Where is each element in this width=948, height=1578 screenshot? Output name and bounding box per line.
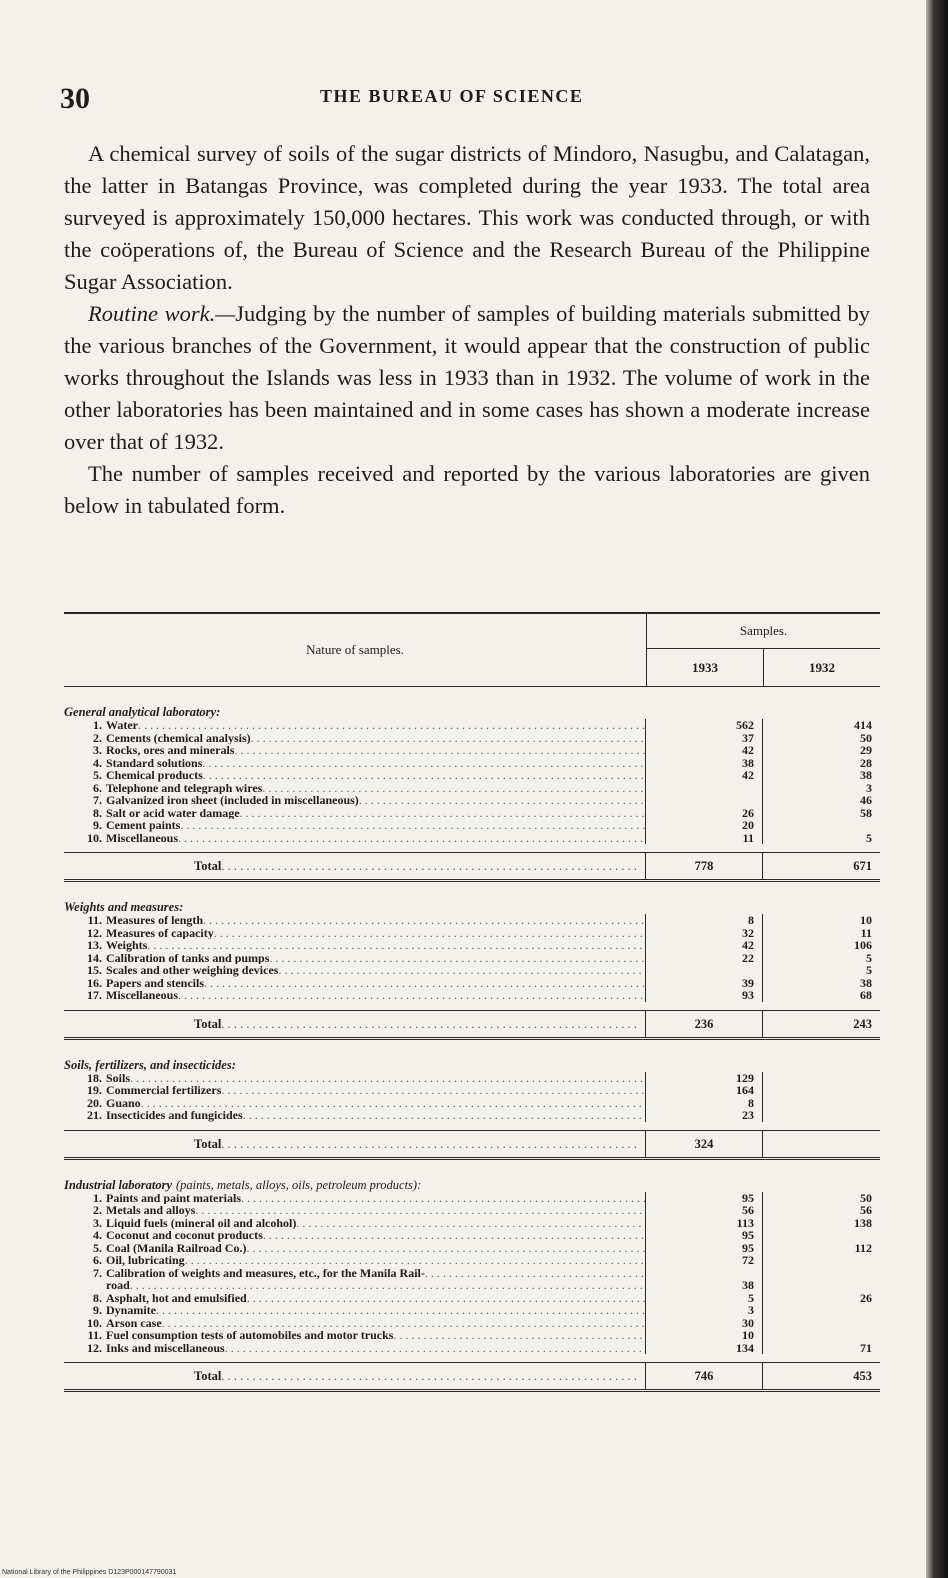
value-1932 bbox=[763, 1072, 880, 1085]
row-number: 12. bbox=[87, 1340, 102, 1355]
section-title-text: General analytical laboratory: bbox=[64, 705, 221, 719]
table-row bbox=[64, 1084, 880, 1097]
leader-dots bbox=[263, 1229, 645, 1242]
table-row bbox=[64, 757, 880, 770]
table-row bbox=[64, 927, 880, 940]
table-row bbox=[64, 1304, 880, 1317]
section-title bbox=[64, 1178, 880, 1192]
row-number: 4. bbox=[93, 755, 102, 770]
total-1932 bbox=[763, 1131, 880, 1157]
total-1933: 746 bbox=[646, 1363, 763, 1389]
value-1933: 95 bbox=[646, 1229, 763, 1242]
table-row bbox=[64, 1342, 880, 1355]
value-1932: 5 bbox=[866, 963, 872, 977]
value-1932: 46 bbox=[860, 793, 872, 807]
row-label-cell bbox=[64, 769, 646, 782]
row-label-cell bbox=[64, 1317, 646, 1330]
value-1932: 71 bbox=[860, 1340, 872, 1355]
row-number: 6. bbox=[93, 1253, 102, 1267]
row-label: Arson case bbox=[106, 1316, 162, 1329]
value-1932: 50 bbox=[860, 730, 872, 745]
leader-dots bbox=[214, 927, 645, 940]
value-1933: 20 bbox=[646, 819, 763, 832]
table-row bbox=[64, 744, 880, 757]
value-1933: 56 bbox=[646, 1204, 763, 1217]
row-number: 7. bbox=[93, 1265, 102, 1280]
row-label: Oil, lubricating bbox=[106, 1254, 185, 1267]
table-row bbox=[64, 1109, 880, 1122]
table-row bbox=[64, 1229, 880, 1242]
value-1932 bbox=[763, 1097, 880, 1110]
value-1932: 28 bbox=[860, 755, 872, 770]
value-1933: 22 bbox=[646, 952, 763, 965]
value-1932: 68 bbox=[860, 988, 872, 1002]
row-label-cell bbox=[64, 1342, 646, 1355]
row-label-cell bbox=[64, 1279, 646, 1292]
leader-dots bbox=[359, 794, 645, 807]
value-1932 bbox=[763, 1304, 880, 1317]
value-1933: 95 bbox=[646, 1192, 763, 1205]
leader-dots bbox=[130, 1072, 645, 1085]
row-label: Calibration of weights and measures, etc., for the Manila Rail- bbox=[106, 1266, 425, 1279]
row-label: Soils bbox=[106, 1071, 131, 1084]
value-1933: 5 bbox=[646, 1292, 763, 1305]
row-label-cell bbox=[64, 1217, 646, 1230]
leader-dots bbox=[156, 1304, 645, 1317]
row-label-cell bbox=[64, 732, 646, 745]
book-spine bbox=[926, 0, 948, 1578]
row-label-cell bbox=[64, 1109, 646, 1122]
table-section bbox=[64, 900, 880, 1040]
value-1932 bbox=[763, 1254, 880, 1267]
leader-dots bbox=[178, 989, 645, 1002]
leader-dots bbox=[221, 1011, 645, 1037]
value-1932: 58 bbox=[860, 805, 872, 820]
row-label-cell bbox=[64, 757, 646, 770]
body-text bbox=[64, 138, 870, 522]
table-row bbox=[64, 1242, 880, 1255]
row-label: Guano bbox=[106, 1096, 141, 1109]
value-1932: 3 bbox=[866, 780, 872, 795]
row-label: Chemical products bbox=[106, 769, 203, 782]
total-label: Total bbox=[194, 1136, 222, 1151]
total-row bbox=[64, 1362, 880, 1392]
total-label: Total bbox=[194, 859, 222, 873]
paragraph-3: The number of samples received and reported by the various laboratories are given below in tabulated form. bbox=[64, 461, 870, 518]
row-label-cell bbox=[64, 1254, 646, 1267]
total-1933: 236 bbox=[646, 1011, 763, 1037]
value-1933: 11 bbox=[646, 832, 763, 845]
table-row bbox=[64, 1329, 880, 1342]
row-label: Asphalt, hot and emulsified bbox=[106, 1291, 247, 1304]
table-row bbox=[64, 807, 880, 820]
row-number: 2. bbox=[93, 1203, 102, 1217]
row-label-cell bbox=[64, 744, 646, 757]
row-label-cell bbox=[64, 964, 646, 977]
footer-credit: National Library of the Philippines D123P000147790031 bbox=[2, 1569, 177, 1576]
table-row bbox=[64, 782, 880, 795]
paragraph-1: A chemical survey of soils of the sugar districts of Mindoro, Nasugbu, and Calatagan, the latter in Batangas Province, was completed during the year 1933. The total area surveyed is approximately 150,000 hectares. This work was conducted through, or with the coöperations of, the Bureau of Science and the Research Bureau of the Philippine Sugar Association. bbox=[64, 141, 870, 294]
row-label-cell bbox=[64, 807, 646, 820]
row-number: 11. bbox=[87, 1328, 102, 1342]
row-label-cell bbox=[64, 794, 646, 807]
value-1933: 95 bbox=[646, 1242, 763, 1255]
samples-table bbox=[64, 612, 880, 1392]
leader-dots bbox=[202, 757, 645, 770]
value-1933: 8 bbox=[646, 1097, 763, 1110]
leader-dots bbox=[178, 832, 645, 845]
row-label: Fuel consumption tests of automobiles and motor trucks bbox=[106, 1329, 394, 1342]
row-number: 5. bbox=[93, 768, 102, 782]
leader-dots bbox=[234, 744, 645, 757]
row-number: 8. bbox=[93, 1290, 102, 1305]
total-row bbox=[64, 1010, 880, 1040]
table-header bbox=[64, 614, 880, 687]
row-number: 12. bbox=[87, 925, 102, 940]
value-1933: 39 bbox=[646, 977, 763, 990]
row-number: 3. bbox=[93, 1215, 102, 1230]
row-number bbox=[64, 1279, 106, 1292]
value-1933: 38 bbox=[646, 757, 763, 770]
row-label-cell bbox=[64, 832, 646, 845]
row-label-cell bbox=[64, 939, 646, 952]
row-label-cell bbox=[64, 1304, 646, 1317]
running-head bbox=[60, 80, 880, 124]
row-number: 5. bbox=[93, 1240, 102, 1255]
row-number: 15. bbox=[87, 963, 102, 977]
leader-dots bbox=[147, 939, 645, 952]
leader-dots bbox=[221, 1131, 645, 1157]
value-1933: 37 bbox=[646, 732, 763, 745]
leader-dots bbox=[180, 819, 645, 832]
table-row bbox=[64, 914, 880, 927]
leader-dots bbox=[262, 782, 645, 795]
table-row bbox=[64, 1267, 880, 1280]
paragraph-2 bbox=[64, 298, 870, 458]
table-row bbox=[64, 1254, 880, 1267]
leader-dots bbox=[195, 1204, 645, 1217]
row-label: Coal (Manila Railroad Co.) bbox=[106, 1241, 247, 1254]
row-label: Measures of capacity bbox=[106, 926, 214, 939]
running-title: THE BUREAU OF SCIENCE bbox=[320, 86, 584, 106]
value-1932 bbox=[763, 1084, 880, 1097]
value-1932: 29 bbox=[860, 743, 872, 757]
row-number: 1. bbox=[93, 718, 102, 732]
table-row bbox=[64, 1072, 880, 1085]
total-label: Total bbox=[194, 1016, 222, 1031]
leader-dots bbox=[251, 732, 645, 745]
row-number: 13. bbox=[87, 938, 102, 952]
value-1933: 113 bbox=[646, 1217, 763, 1230]
row-label: Telephone and telegraph wires bbox=[106, 781, 263, 794]
row-label-cell bbox=[64, 977, 646, 990]
row-number: 4. bbox=[93, 1228, 102, 1242]
value-1932: 414 bbox=[854, 718, 872, 732]
section-title bbox=[64, 705, 880, 719]
row-label-cell bbox=[64, 1292, 646, 1305]
row-label-cell bbox=[64, 1267, 646, 1280]
value-1933: 42 bbox=[646, 744, 763, 757]
value-1932: 50 bbox=[860, 1190, 872, 1205]
value-1932 bbox=[763, 1267, 880, 1280]
row-label-cell bbox=[64, 927, 646, 940]
row-label: Cement paints bbox=[106, 819, 181, 832]
section-title-text: Weights and measures: bbox=[64, 900, 184, 914]
value-1932: 26 bbox=[860, 1290, 872, 1305]
header-years bbox=[647, 649, 880, 686]
total-1933: 778 bbox=[646, 853, 763, 879]
total-row bbox=[64, 852, 880, 882]
row-label-cell bbox=[64, 1204, 646, 1217]
paragraph-2-text: Judging by the number of samples of building materials submitted by the various branches of the Government, it would appear that the construction of public works throughout the Islands was less in 1933 than in 1932. The volume of work in the other laboratories has been maintained and in some cases has shown a moderate increase over that of 1932. bbox=[64, 301, 870, 454]
row-label-cell bbox=[64, 1242, 646, 1255]
row-number: 14. bbox=[87, 950, 102, 965]
table-row bbox=[64, 1217, 880, 1230]
value-1933: 134 bbox=[646, 1342, 763, 1355]
row-label: Scales and other weighing devices bbox=[106, 964, 279, 977]
row-label: Papers and stencils bbox=[106, 976, 205, 989]
total-label-cell bbox=[64, 1363, 646, 1389]
row-label: Calibration of tanks and pumps bbox=[106, 951, 270, 964]
value-1932 bbox=[763, 1279, 880, 1292]
section-title-text: Soils, fertilizers, and insecticides: bbox=[64, 1057, 236, 1072]
value-1933: 42 bbox=[646, 769, 763, 782]
row-label: Coconut and coconut products bbox=[106, 1229, 263, 1242]
row-label: Cements (chemical analysis) bbox=[106, 731, 251, 744]
row-number: 3. bbox=[93, 743, 102, 757]
row-label: Dynamite bbox=[106, 1304, 156, 1317]
value-1932: 138 bbox=[854, 1215, 872, 1230]
total-1932: 453 bbox=[853, 1369, 872, 1383]
value-1933: 26 bbox=[646, 807, 763, 820]
leader-dots bbox=[240, 807, 645, 820]
value-1933: 38 bbox=[646, 1279, 763, 1292]
total-1932: 671 bbox=[853, 859, 872, 873]
row-number: 9. bbox=[93, 818, 102, 832]
table-row bbox=[64, 1292, 880, 1305]
section-title-text: Industrial laboratory bbox=[64, 1177, 173, 1192]
value-1933: 3 bbox=[646, 1304, 763, 1317]
value-1933 bbox=[646, 964, 763, 977]
table-row bbox=[64, 1204, 880, 1217]
table-row bbox=[64, 1317, 880, 1330]
row-number: 16. bbox=[87, 975, 102, 990]
leader-dots bbox=[141, 1097, 645, 1110]
value-1933: 93 bbox=[646, 989, 763, 1002]
leader-dots bbox=[204, 977, 645, 990]
section-title bbox=[64, 1058, 880, 1072]
leader-dots bbox=[221, 1363, 645, 1389]
total-label-cell bbox=[64, 853, 646, 879]
leader-dots bbox=[203, 914, 645, 927]
table-row bbox=[64, 1279, 880, 1292]
row-number: 10. bbox=[87, 1315, 102, 1330]
header-year-1933: 1933 bbox=[647, 649, 764, 686]
leader-dots bbox=[162, 1317, 645, 1330]
table-row bbox=[64, 732, 880, 745]
row-number: 6. bbox=[93, 780, 102, 795]
routine-work-lead: Routine work.— bbox=[88, 301, 236, 326]
total-label-cell bbox=[64, 1011, 646, 1037]
value-1932: 5 bbox=[866, 830, 872, 845]
row-number: 20. bbox=[87, 1095, 102, 1110]
table-section bbox=[64, 1058, 880, 1160]
row-label: Inks and miscellaneous bbox=[106, 1341, 225, 1354]
leader-dots bbox=[221, 1084, 645, 1097]
row-number: 10. bbox=[87, 830, 102, 845]
value-1932 bbox=[763, 819, 880, 832]
row-label-cell bbox=[64, 989, 646, 1002]
row-label-cell bbox=[64, 952, 646, 965]
table-section bbox=[64, 705, 880, 882]
value-1932: 38 bbox=[860, 768, 872, 782]
section-title bbox=[64, 900, 880, 914]
value-1932: 11 bbox=[860, 925, 872, 940]
value-1933: 42 bbox=[646, 939, 763, 952]
table-row bbox=[64, 952, 880, 965]
row-label-cell bbox=[64, 782, 646, 795]
value-1932: 112 bbox=[854, 1240, 872, 1255]
row-label: Commercial fertilizers bbox=[106, 1084, 222, 1097]
table-row bbox=[64, 989, 880, 1002]
value-1933: 164 bbox=[646, 1084, 763, 1097]
row-number: 18. bbox=[87, 1070, 102, 1085]
table-row bbox=[64, 1097, 880, 1110]
value-1932: 56 bbox=[860, 1203, 872, 1217]
value-1932: 10 bbox=[860, 913, 872, 927]
row-label-cell bbox=[64, 1229, 646, 1242]
leader-dots bbox=[296, 1217, 645, 1230]
value-1932 bbox=[763, 1109, 880, 1122]
leader-dots bbox=[203, 769, 645, 782]
leader-dots bbox=[425, 1267, 645, 1280]
row-number: 2. bbox=[93, 730, 102, 745]
row-number: 8. bbox=[93, 805, 102, 820]
row-number: 19. bbox=[87, 1083, 102, 1097]
row-label: Insecticides and fungicides bbox=[106, 1109, 243, 1122]
row-number: 1. bbox=[93, 1190, 102, 1205]
row-label: Liquid fuels (mineral oil and alcohol) bbox=[106, 1216, 297, 1229]
leader-dots bbox=[241, 1192, 645, 1205]
row-label-cell bbox=[64, 719, 646, 732]
total-row bbox=[64, 1130, 880, 1160]
value-1932 bbox=[763, 1229, 880, 1242]
row-label-cell bbox=[64, 1084, 646, 1097]
header-samples: Samples. bbox=[647, 614, 880, 649]
leader-dots bbox=[225, 1342, 645, 1355]
table-row bbox=[64, 939, 880, 952]
header-samples-group bbox=[647, 614, 880, 686]
table-row bbox=[64, 719, 880, 732]
leader-dots bbox=[246, 1242, 645, 1255]
table-section bbox=[64, 1178, 880, 1393]
value-1933 bbox=[646, 794, 763, 807]
table-row bbox=[64, 794, 880, 807]
value-1932 bbox=[763, 1329, 880, 1342]
value-1933: 72 bbox=[646, 1254, 763, 1267]
row-label: Salt or acid water damage bbox=[106, 806, 240, 819]
table-row bbox=[64, 832, 880, 845]
row-label: Rocks, ores and minerals bbox=[106, 744, 235, 757]
leader-dots bbox=[130, 1279, 645, 1292]
leader-dots bbox=[393, 1329, 645, 1342]
page-number: 30 bbox=[60, 82, 90, 115]
leader-dots bbox=[269, 952, 645, 965]
row-label: Paints and paint materials bbox=[106, 1191, 242, 1204]
value-1933: 32 bbox=[646, 927, 763, 940]
total-1932: 243 bbox=[853, 1016, 872, 1031]
section-title-rest: (paints, metals, alloys, oils, petroleum products): bbox=[176, 1177, 422, 1192]
row-label: Miscellaneous bbox=[106, 831, 178, 844]
value-1933: 30 bbox=[646, 1317, 763, 1330]
row-label-cell bbox=[64, 1329, 646, 1342]
row-label-cell bbox=[64, 1072, 646, 1085]
row-number: 17. bbox=[87, 988, 102, 1002]
row-number: 7. bbox=[93, 793, 102, 807]
row-number: 11. bbox=[87, 913, 102, 927]
row-number: 9. bbox=[93, 1303, 102, 1317]
leader-dots bbox=[243, 1109, 645, 1122]
total-1933: 324 bbox=[646, 1131, 763, 1157]
row-label: Standard solutions bbox=[106, 756, 203, 769]
value-1933: 23 bbox=[646, 1109, 763, 1122]
table-body bbox=[64, 705, 880, 1392]
value-1932: 106 bbox=[854, 938, 872, 952]
leader-dots bbox=[185, 1254, 645, 1267]
row-label: Weights bbox=[106, 939, 148, 952]
row-label-cell bbox=[64, 1192, 646, 1205]
value-1933 bbox=[646, 782, 763, 795]
leader-dots bbox=[278, 964, 645, 977]
row-label: Miscellaneous bbox=[106, 989, 178, 1002]
total-label: Total bbox=[194, 1369, 222, 1383]
value-1933: 129 bbox=[646, 1072, 763, 1085]
header-year-1932: 1932 bbox=[809, 659, 835, 675]
total-label-cell bbox=[64, 1131, 646, 1157]
row-label-cell bbox=[64, 914, 646, 927]
row-label: road bbox=[106, 1279, 130, 1292]
row-label-cell bbox=[64, 819, 646, 832]
row-label-cell bbox=[64, 1097, 646, 1110]
row-number: 21. bbox=[87, 1108, 102, 1122]
table-row bbox=[64, 769, 880, 782]
value-1932: 5 bbox=[866, 950, 872, 965]
row-label: Galvanized iron sheet (included in miscellaneous) bbox=[106, 794, 359, 807]
value-1932 bbox=[763, 1317, 880, 1330]
leader-dots bbox=[221, 853, 645, 879]
leader-dots bbox=[247, 1292, 645, 1305]
table-row bbox=[64, 819, 880, 832]
row-label: Measures of length bbox=[106, 914, 204, 927]
value-1933: 10 bbox=[646, 1329, 763, 1342]
value-1933: 562 bbox=[646, 719, 763, 732]
value-1933: 8 bbox=[646, 914, 763, 927]
table-row bbox=[64, 964, 880, 977]
leader-dots bbox=[138, 719, 645, 732]
table-row bbox=[64, 977, 880, 990]
row-label: Water bbox=[106, 719, 138, 732]
value-1932: 38 bbox=[860, 975, 872, 990]
table-row bbox=[64, 1192, 880, 1205]
header-nature: Nature of samples. bbox=[64, 614, 647, 686]
row-label: Metals and alloys bbox=[106, 1204, 196, 1217]
